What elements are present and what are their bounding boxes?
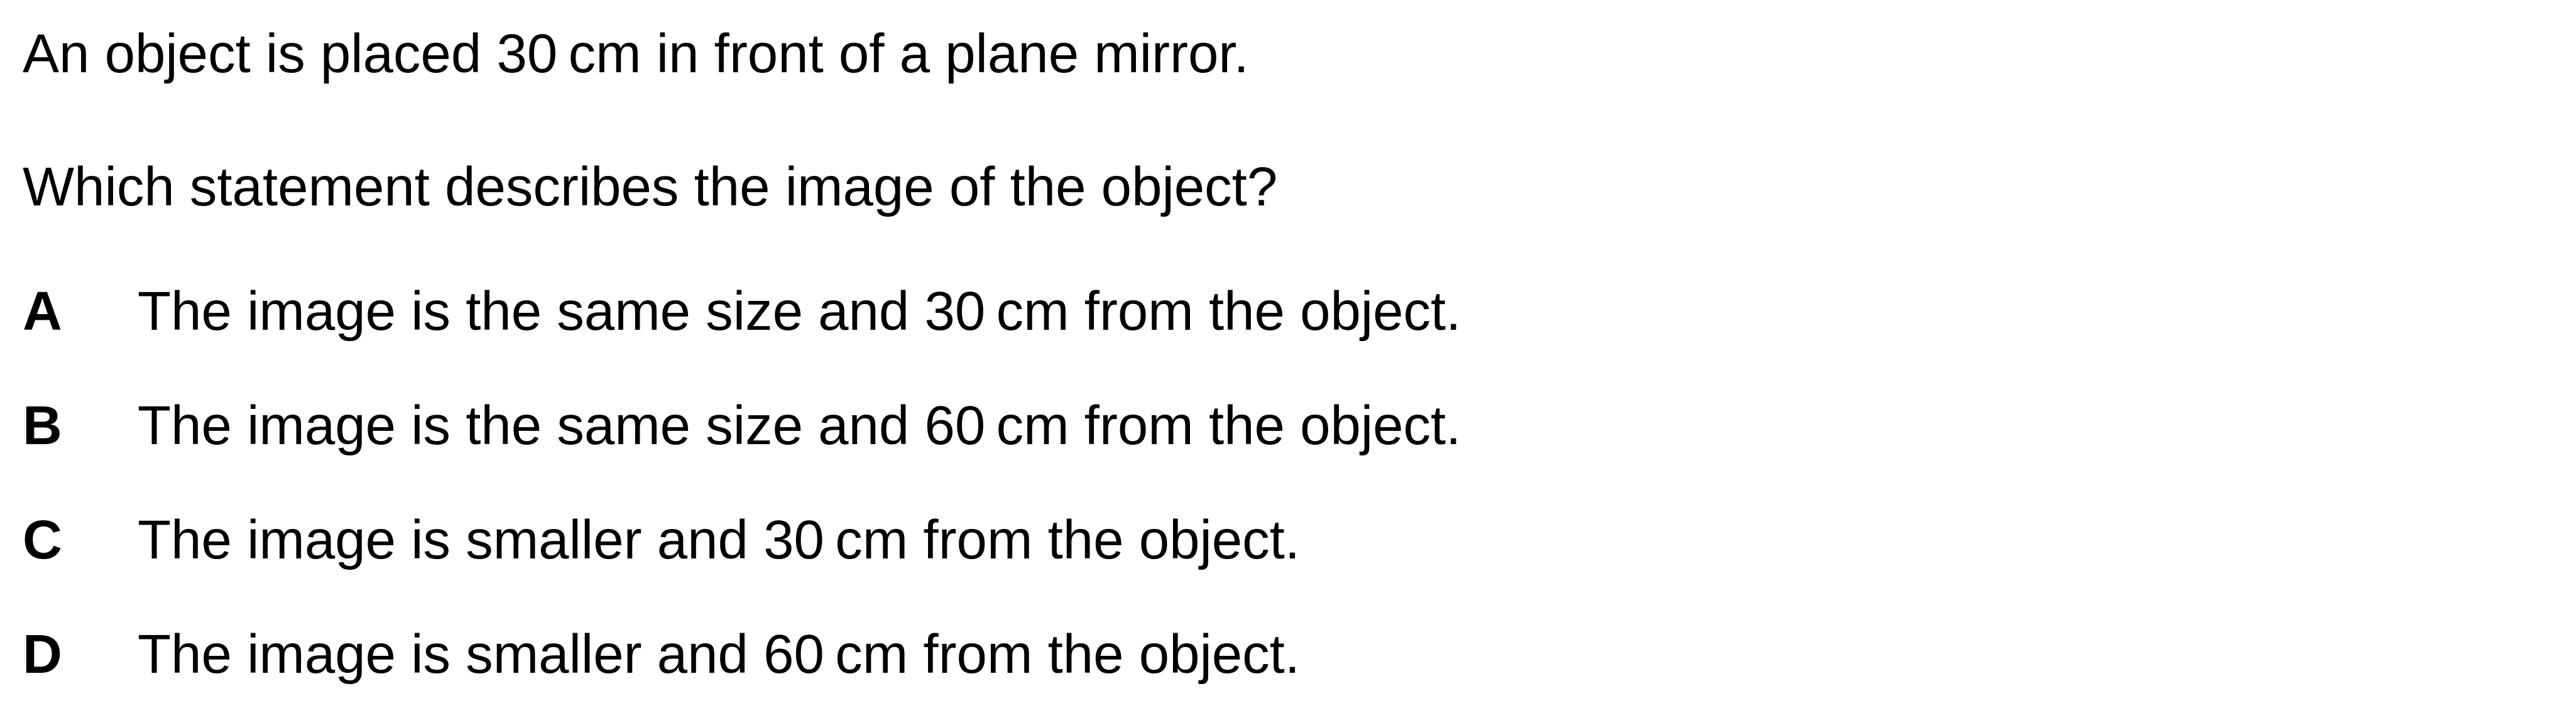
option-b[interactable] bbox=[23, 395, 1461, 457]
option-c[interactable] bbox=[23, 509, 1300, 572]
option-text: The image is smaller and 30 cm from the object. bbox=[138, 509, 1301, 570]
question-stem: An object is placed 30 cm in front of a plane mirror. bbox=[23, 23, 1249, 84]
question-prompt: Which statement describes the image of the object? bbox=[23, 156, 1278, 217]
option-letter: D bbox=[23, 624, 62, 685]
option-letter: B bbox=[23, 395, 62, 456]
option-letter: C bbox=[23, 509, 62, 570]
option-d[interactable] bbox=[23, 623, 1300, 686]
option-letter: A bbox=[23, 281, 62, 342]
option-text: The image is the same size and 60 cm from the object. bbox=[138, 395, 1461, 456]
option-a[interactable] bbox=[23, 280, 1461, 343]
option-text: The image is the same size and 30 cm from the object. bbox=[138, 281, 1461, 342]
option-text: The image is smaller and 60 cm from the object. bbox=[138, 624, 1301, 685]
